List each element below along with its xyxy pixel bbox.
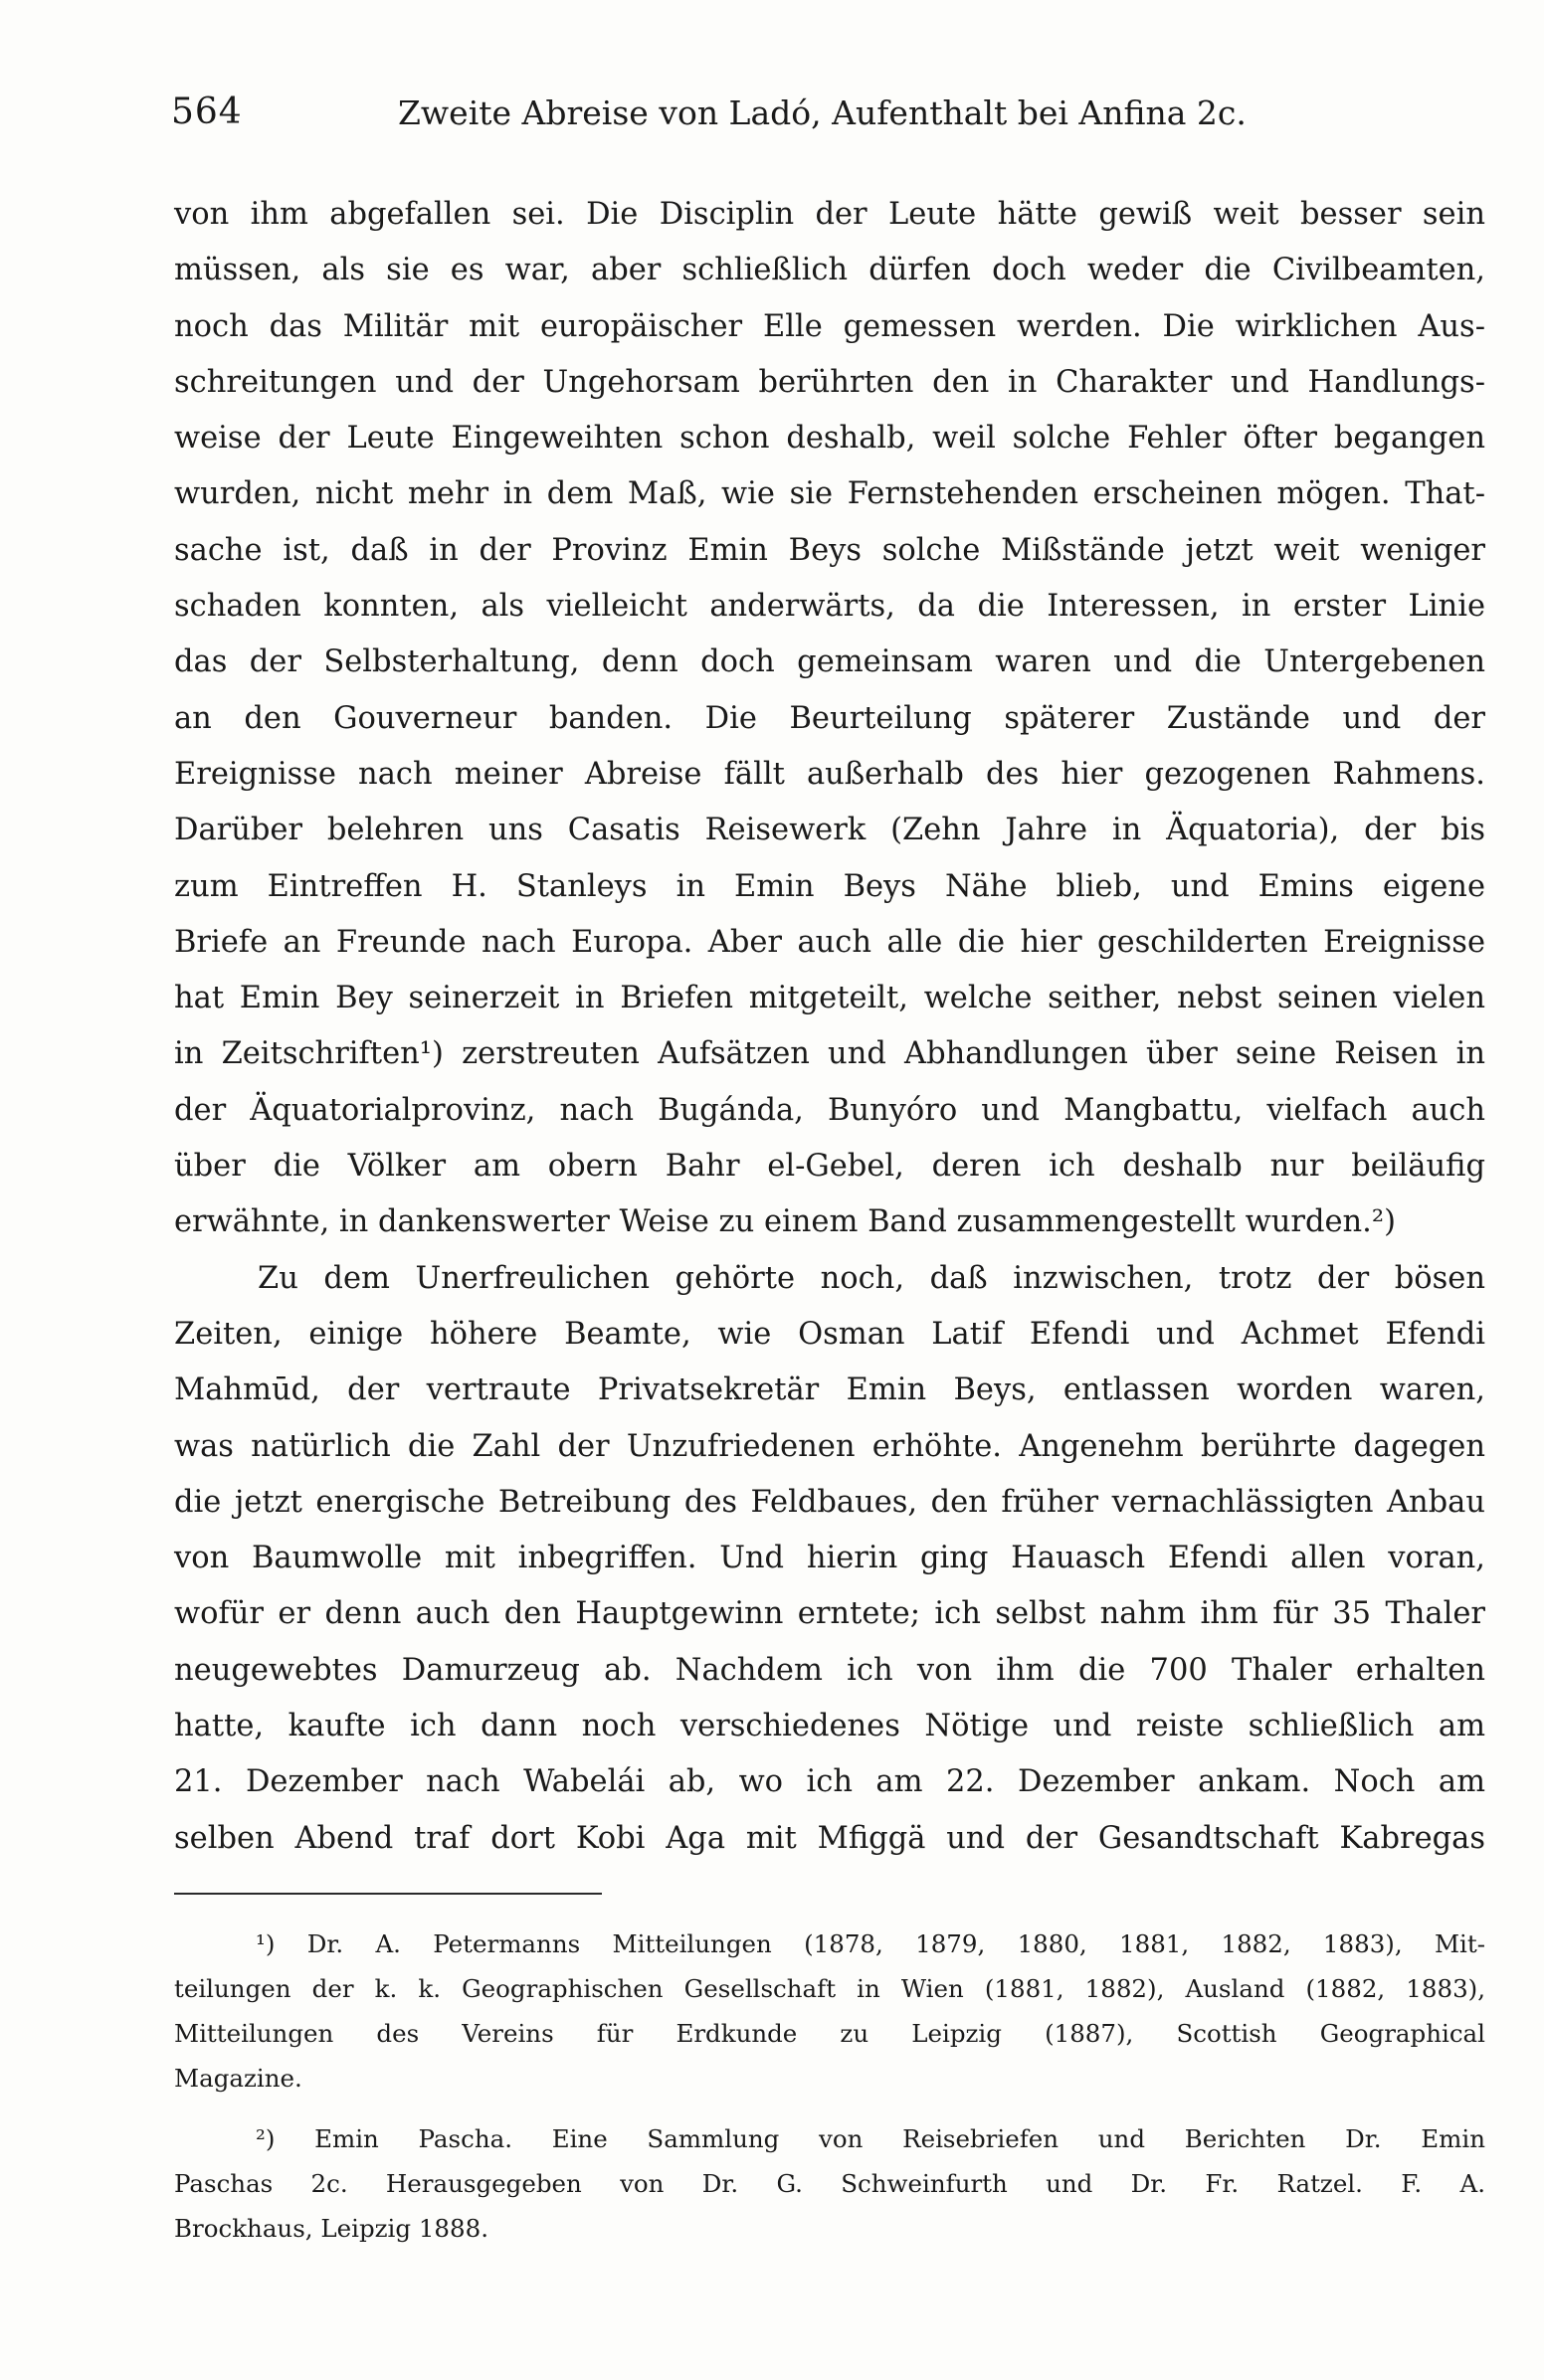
text-line: schreitungen und der Ungehorsam berührten den in Charakter und Handlungs- bbox=[174, 364, 1485, 400]
text-line: Ereignisse nach meiner Abreise fällt außerhalb des hier gezogenen Rahmens. bbox=[174, 756, 1485, 792]
text-line: über die Völker am obern Bahr el-Gebel, deren ich deshalb nur beiläufig bbox=[174, 1149, 1485, 1185]
text-line: 21. Dezember nach Wabelái ab, wo ich am 22. Dezember ankam. Noch am bbox=[174, 1764, 1485, 1800]
text-line: der Äquatorialprovinz, nach Bugánda, Bunyóro und Mangbattu, vielfach auch bbox=[174, 1092, 1485, 1128]
footnote-line: ²) Emin Pascha. Eine Sammlung von Reisebriefen und Berichten Dr. Emin bbox=[256, 2124, 1485, 2153]
text-line: Zeiten, einige höhere Beamte, wie Osman Latif Efendi und Achmet Efendi bbox=[174, 1316, 1485, 1352]
text-line: müssen, als sie es war, aber schließlich dürfen doch weder die Civilbeamten, bbox=[174, 253, 1485, 288]
footnote-2 bbox=[174, 2116, 1485, 2251]
text-line: weise der Leute Eingeweihten schon deshalb, weil solche Fehler öfter begangen bbox=[174, 421, 1485, 457]
text-line: Mahmūd, der vertraute Privatsekretär Emin Beys, entlassen worden waren, bbox=[174, 1373, 1485, 1408]
text-line: zum Eintreffen H. Stanleys in Emin Beys Nähe blieb, und Emins eigene bbox=[174, 868, 1485, 904]
footnote-line: Mitteilungen des Vereins für Erdkunde zu Leipzig (1887), Scottish Geographical bbox=[174, 2019, 1485, 2048]
text-line: Zu dem Unerfreulichen gehörte noch, daß inzwischen, trotz der bösen bbox=[258, 1260, 1485, 1296]
text-line: neugewebtes Damurzeug ab. Nachdem ich von ihm die 700 Thaler erhalten bbox=[174, 1652, 1485, 1688]
text-line: schaden konnten, als vielleicht anderwärts, da die Interessen, in erster Linie bbox=[174, 589, 1485, 625]
text-line: selben Abend traf dort Kobi Aga mit Mfiggä und der Gesandtschaft Kabregas bbox=[174, 1820, 1485, 1856]
page-number: 564 bbox=[171, 92, 243, 132]
text-line: wofür er denn auch den Hauptgewinn erntete; ich selbst nahm ihm für 35 Thaler bbox=[174, 1596, 1485, 1632]
text-line: an den Gouverneur banden. Die Beurteilung späterer Zustände und der bbox=[174, 700, 1485, 736]
footnote-line: teilungen der k. k. Geographischen Gesellschaft in Wien (1881, 1882), Ausland (1882, 1883), bbox=[174, 1974, 1485, 2003]
running-title: Zweite Abreise von Ladó, Aufenthalt bei Anfina 2c. bbox=[398, 93, 1247, 132]
text-line: was natürlich die Zahl der Unzufriedenen erhöhte. Angenehm berührte dagegen bbox=[174, 1428, 1485, 1464]
footnotes bbox=[174, 1922, 1485, 2251]
footnote-divider bbox=[174, 1893, 602, 1895]
page-header bbox=[171, 92, 1486, 141]
body-text bbox=[174, 187, 1485, 1867]
text-line: hatte, kaufte ich dann noch verschiedenes Nötige und reiste schließlich am bbox=[174, 1709, 1485, 1744]
footnote-line: Paschas 2c. Herausgegeben von Dr. G. Schweinfurth und Dr. Fr. Ratzel. F. A. bbox=[174, 2169, 1485, 2198]
text-line: von ihm abgefallen sei. Die Disciplin der Leute hätte gewiß weit besser sein bbox=[174, 197, 1485, 232]
footnote-1 bbox=[174, 1922, 1485, 2101]
footnote-line: Brockhaus, Leipzig 1888. bbox=[174, 2214, 488, 2243]
text-line: sache ist, daß in der Provinz Emin Beys solche Mißstände jetzt weit weniger bbox=[174, 532, 1485, 568]
text-line: das der Selbsterhaltung, denn doch gemeinsam waren und die Untergebenen bbox=[174, 644, 1485, 680]
text-line: wurden, nicht mehr in dem Maß, wie sie Fernstehenden erscheinen mögen. That- bbox=[174, 476, 1485, 512]
text-line: noch das Militär mit europäischer Elle gemessen werden. Die wirklichen Aus- bbox=[174, 308, 1485, 344]
text-line: erwähnte, in dankenswerter Weise zu einem Band zusammengestellt wurden.²) bbox=[174, 1204, 1396, 1240]
text-line: in Zeitschriften¹) zerstreuten Aufsätzen und Abhandlungen über seine Reisen in bbox=[174, 1036, 1485, 1072]
text-line: hat Emin Bey seinerzeit in Briefen mitgeteilt, welche seither, nebst seinen vielen bbox=[174, 981, 1485, 1016]
text-line: die jetzt energische Betreibung des Feldbaues, den früher vernachlässigten Anbau bbox=[174, 1484, 1485, 1520]
text-line: von Baumwolle mit inbegriffen. Und hierin ging Hauasch Efendi allen voran, bbox=[174, 1541, 1485, 1576]
text-line: Darüber belehren uns Casatis Reisewerk (Zehn Jahre in Äquatoria), der bis bbox=[174, 813, 1485, 848]
footnote-line: Magazine. bbox=[174, 2064, 302, 2093]
footnote-line: ¹) Dr. A. Petermanns Mitteilungen (1878, 1879, 1880, 1881, 1882, 1883), Mit- bbox=[256, 1929, 1485, 1958]
text-line: Briefe an Freunde nach Europa. Aber auch alle die hier geschilderten Ereignisse bbox=[174, 924, 1485, 960]
